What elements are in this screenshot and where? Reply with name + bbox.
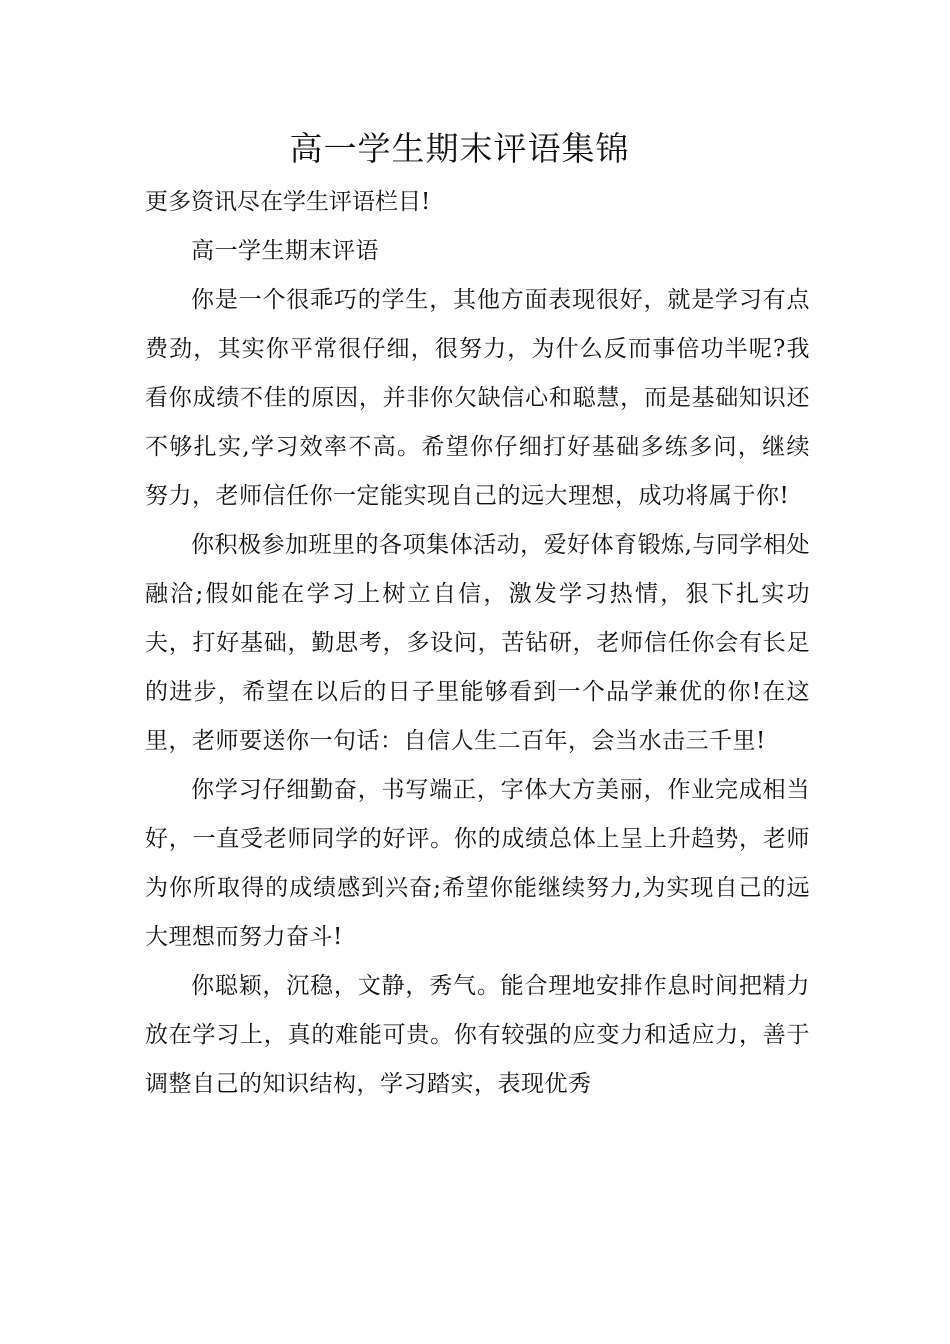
- comment-paragraph-2: 你积极参加班里的各项集体活动，爱好体育锻炼,与同学相处融洽;假如能在学习上树立自信，激发学习热情，狠下扎实功夫，打好基础，勤思考，多设问，苦钻研，老师信任你会有长足的进步，希望在以后的日子里能够看到一个品学兼优的你!在这里，老师要送你一句话：自信人生二百年，会当水击三千里!: [145, 532, 810, 754]
- comment-paragraph-4: 你聪颖，沉稳，文静，秀气。能合理地安排作息时间把精力放在学习上，真的难能可贵。你有较强的应变力和适应力，善于调整自己的知识结构，学习踏实，表现优秀: [145, 973, 810, 1097]
- section-subtitle: 高一学生期末评语: [191, 238, 379, 264]
- document-page: [145, 120, 810, 1109]
- intro-line: 更多资讯尽在学生评语栏目!: [145, 189, 431, 215]
- comment-paragraph-3: 你学习仔细勤奋，书写端正，字体大方美丽，作业完成相当好，一直受老师同学的好评。你的成绩总体上呈上升趋势，老师为你所取得的成绩感到兴奋;希望你能继续努力,为实现自己的远大理想而努力奋斗!: [145, 777, 810, 950]
- comment-paragraph-1: 你是一个很乖巧的学生，其他方面表现很好，就是学习有点费劲，其实你平常很仔细，很努力，为什么反而事倍功半呢?我看你成绩不佳的原因，并非你欠缺信心和聪慧，而是基础知识还不够扎实,学习效率不高。希望你仔细打好基础多练多问，继续努力，老师信任你一定能实现自己的远大理想，成功将属于你!: [145, 287, 810, 509]
- document-title: 高一学生期末评语集锦: [289, 129, 630, 168]
